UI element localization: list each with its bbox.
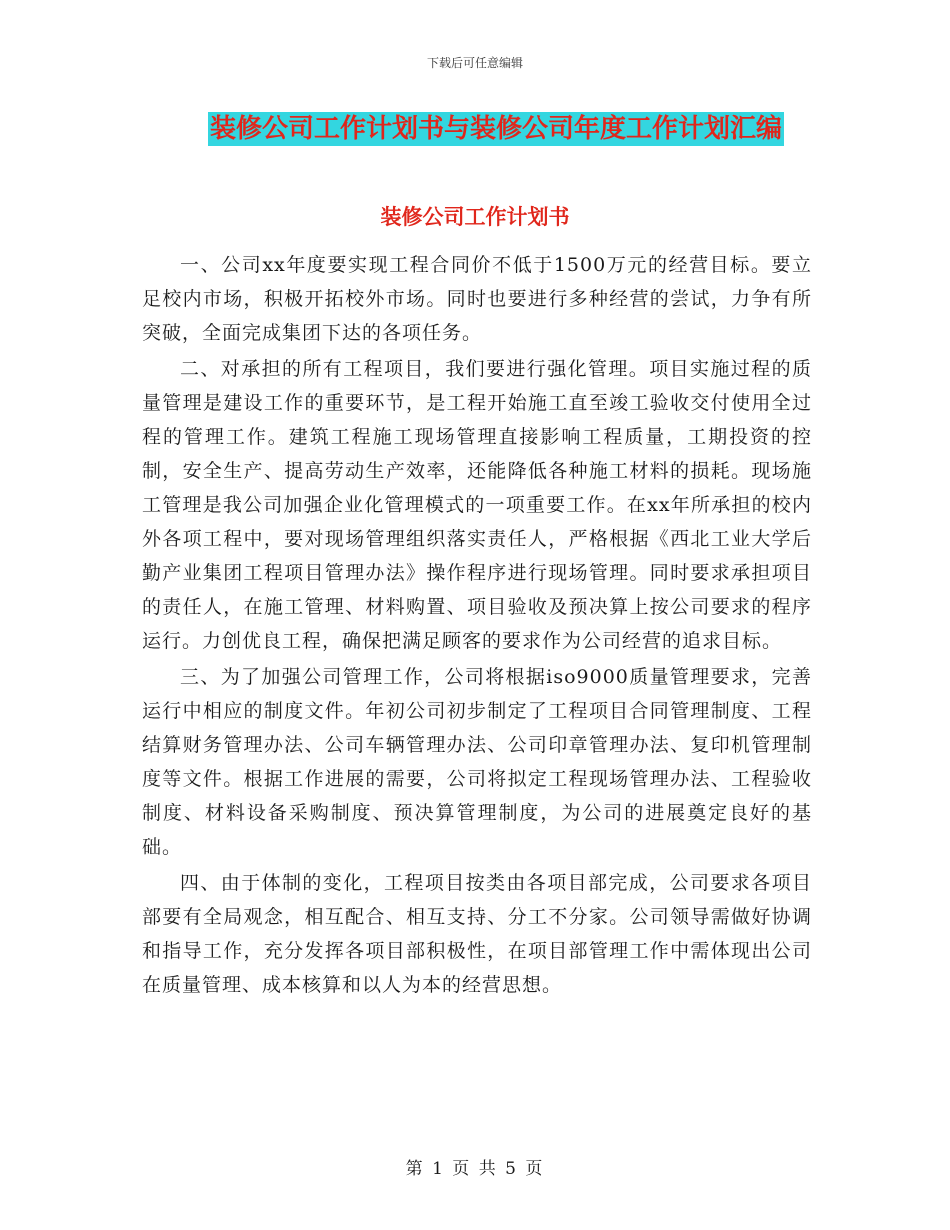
document-body xyxy=(142,248,812,1002)
paragraph-3: 三、为了加强公司管理工作，公司将根据iso9000质量管理要求，完善运行中相应的制度文件。年初公司初步制定了工程项目合同管理制度、工程结算财务管理办法、公司车辆管理办法、公司印章管理办法、复印机管理制度等文件。根据工作进展的需要，公司将拟定工程现场管理办法、工程验收制度、材料设备采购制度、预决算管理制度，为公司的进展奠定良好的基础。 xyxy=(142,666,812,858)
paragraph-2: 二、对承担的所有工程项目，我们要进行强化管理。项目实施过程的质量管理是建设工作的重要环节，是工程开始施工直至竣工验收交付使用全过程的管理工作。建筑工程施工现场管理直接影响工程质量，工期投资的控制，安全生产、提高劳动生产效率，还能降低各种施工材料的损耗。现场施工管理是我公司加强企业化管理模式的一项重要工作。在xx年所承担的校内外各项工程中，要对现场管理组织落实责任人，严格根据《西北工业大学后勤产业集团工程项目管理办法》操作程序进行现场管理。同时要求承担项目的责任人，在施工管理、材料购置、项目验收及预决算上按公司要求的程序运行。力创优良工程，确保把满足顾客的要求作为公司经营的追求目标。 xyxy=(142,358,812,652)
page-number: 第 1 页 共 5 页 xyxy=(405,1159,545,1179)
document-title-container xyxy=(208,112,784,146)
header-note: 下载后可任意编辑 xyxy=(426,56,523,70)
paragraph-4: 四、由于体制的变化，工程项目按类由各项目部完成，公司要求各项目部要有全局观念，相互配合、相互支持、分工不分家。公司领导需做好协调和指导工作，充分发挥各项目部积极性，在项目部管理工作中需体现出公司在质量管理、成本核算和以人为本的经营思想。 xyxy=(142,872,812,996)
section-title: 装修公司工作计划书 xyxy=(380,205,570,229)
document-title: 装修公司工作计划书与装修公司年度工作计划汇编 xyxy=(210,114,783,144)
paragraph-1: 一、公司xx年度要实现工程合同价不低于1500万元的经营目标。要立足校内市场，积极开拓校外市场。同时也要进行多种经营的尝试，力争有所突破，全面完成集团下达的各项任务。 xyxy=(142,254,812,344)
